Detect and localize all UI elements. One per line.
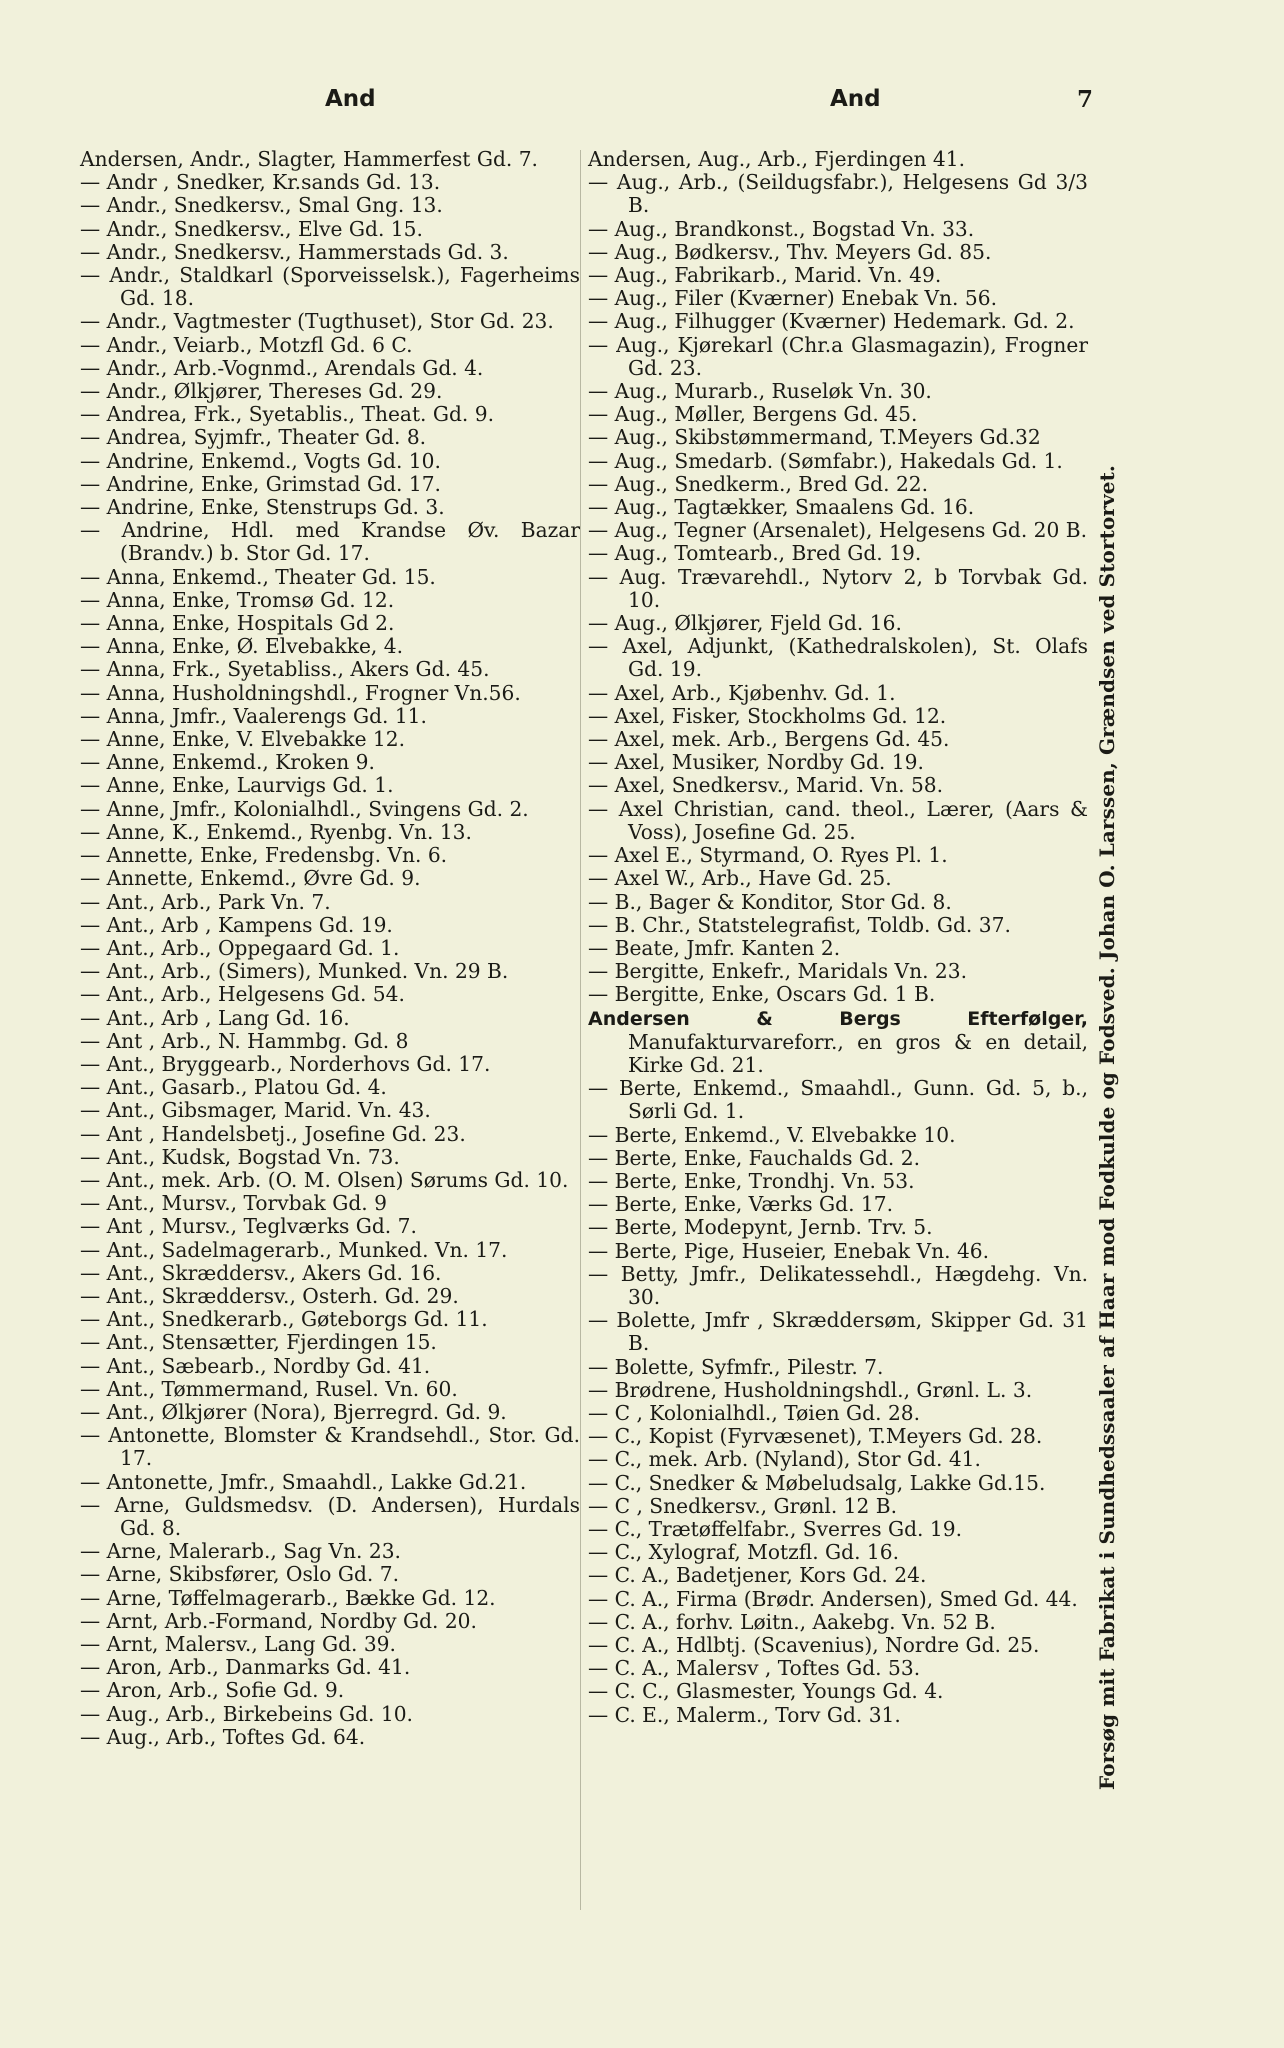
directory-entry: — Berte, Pige, Huseier, Enebak Vn. 46.	[588, 1238, 990, 1263]
directory-entry: — Ant., Tømmermand, Rusel. Vn. 60.	[80, 1376, 458, 1401]
directory-entry: — Aug., Ølkjører, Fjeld Gd. 16.	[588, 611, 902, 636]
directory-entry: — Ant., Bryggearb., Norderhovs Gd. 17.	[80, 1051, 491, 1076]
directory-entry: — Axel, mek. Arb., Bergens Gd. 45.	[588, 727, 950, 752]
directory-entry: — Andr., Snedkersv., Smal Gng. 13.	[80, 193, 443, 218]
directory-entry: Andersen, Aug., Arb., Fjerdingen 41.	[588, 147, 966, 171]
directory-entry: — Arne, Guldsmedsv. (D. Andersen), Hurdals Gd. 8.	[80, 1492, 580, 1540]
directory-entry: — Bolette, Jmfr , Skræddersøm, Skipper Gd. 31 B.	[588, 1308, 1088, 1356]
directory-entry: — Axel, Musiker, Nordby Gd. 19.	[588, 750, 924, 775]
directory-entry: — Andr , Snedker, Kr.sands Gd. 13.	[80, 170, 441, 195]
directory-entry: — Ant., Arb , Kampens Gd. 19.	[80, 912, 393, 937]
directory-entry: — Andrea, Syjmfr., Theater Gd. 8.	[80, 425, 427, 450]
directory-entry: — Anne, Jmfr., Kolonialhdl., Svingens Gd. 2.	[80, 796, 529, 821]
directory-entry: — Arne, Tøffelmagerarb., Bække Gd. 12.	[80, 1585, 496, 1610]
directory-entry: — Aug. Trævarehdl., Nytorv 2, b Torvbak Gd. 10.	[588, 564, 1088, 612]
directory-entry: — C , Kolonialhdl., Tøien Gd. 28.	[588, 1400, 921, 1425]
directory-entry: — Aug., Smedarb. (Sømfabr.), Hakedals Gd. 1.	[588, 448, 1063, 473]
directory-entry: — C., mek. Arb. (Nyland), Stor Gd. 41.	[588, 1447, 981, 1472]
directory-entry: — C. A., forhv. Løitn., Aakebg. Vn. 52 B.	[588, 1609, 996, 1634]
directory-entry: — Ant., Snedkerarb., Gøteborgs Gd. 11.	[80, 1307, 488, 1332]
directory-entry: — Andr., Ølkjører, Thereses Gd. 29.	[80, 379, 443, 404]
directory-entry: — Ant., Skræddersv., Akers Gd. 16.	[80, 1260, 442, 1285]
directory-entry: — Ant., Arb., (Simers), Munked. Vn. 29 B.	[80, 959, 509, 984]
directory-entry: — Anna, Jmfr., Vaalerengs Gd. 11.	[80, 703, 427, 728]
directory-entry: — Aug., Brandkonst., Bogstad Vn. 33.	[588, 216, 975, 241]
directory-entry: — Aug., Tagtækker, Smaalens Gd. 16.	[588, 495, 975, 520]
directory-entry: — C. A., Firma (Brødr. Andersen), Smed Gd. 44.	[588, 1586, 1078, 1611]
directory-entry: — Ant., Mursv., Torvbak Gd. 9	[80, 1191, 387, 1216]
directory-entry: — Andr., Snedkersv., Elve Gd. 15.	[80, 216, 423, 241]
directory-entry: — C , Snedkersv., Grønl. 12 B.	[588, 1493, 898, 1518]
side-advertisement: Forsøg mit Fabrikat i Sundhedssaaler af Haar mod Fodkulde og Fodsved. Johan O. Larssen, Grændsen ved Stortorvet.	[1095, 465, 1119, 1790]
directory-entry: — Ant., Arb , Lang Gd. 16.	[80, 1005, 350, 1030]
directory-entry: — C., Kopist (Fyrvæsenet), T.Meyers Gd. 28.	[588, 1424, 1043, 1449]
directory-entry: — Antonette, Jmfr., Smaahdl., Lakke Gd.21.	[80, 1469, 527, 1494]
directory-entry: — Ant., Arb., Helgesens Gd. 54.	[80, 982, 405, 1007]
directory-entry: — Anna, Enke, Hospitals Gd 2.	[80, 611, 395, 636]
directory-entry: — B. Chr., Statstelegrafist, Toldb. Gd. 37.	[588, 912, 1011, 937]
directory-entry: — Ant., Skræddersv., Osterh. Gd. 29.	[80, 1283, 459, 1308]
directory-entry: — Aug., Snedkerm., Bred Gd. 22.	[588, 471, 929, 496]
directory-entry: — Berte, Enkemd., Smaahdl., Gunn. Gd. 5, b., Sørli Gd. 1.	[588, 1076, 1088, 1124]
directory-entry: — Aug., Møller, Bergens Gd. 45.	[588, 402, 918, 427]
directory-entry: — Berte, Enkemd., V. Elvebakke 10.	[588, 1122, 956, 1147]
directory-entry: — Aug., Fabrikarb., Marid. Vn. 49.	[588, 263, 942, 288]
directory-entry: — Anna, Enke, Tromsø Gd. 12.	[80, 587, 395, 612]
directory-entry: — Andrea, Frk., Syetablis., Theat. Gd. 9.	[80, 402, 495, 427]
directory-entry: — Anne, Enkemd., Kroken 9.	[80, 750, 375, 775]
directory-entry: — Betty, Jmfr., Delikatessehdl., Hægdehg. Vn. 30.	[588, 1261, 1088, 1309]
directory-entry: — Berte, Modepynt, Jernb. Trv. 5.	[588, 1215, 933, 1240]
directory-entry: — Ant., Gasarb., Platou Gd. 4.	[80, 1075, 387, 1100]
directory-entry: — Aug., Tegner (Arsenalet), Helgesens Gd. 20 B.	[588, 518, 1088, 543]
directory-entry: — Ant., Arb., Park Vn. 7.	[80, 889, 331, 914]
directory-entry	[588, 1007, 1088, 1078]
directory-entry: — Axel W., Arb., Have Gd. 25.	[588, 866, 892, 891]
directory-entry: — Anne, Enke, V. Elvebakke 12.	[80, 727, 406, 752]
left-column	[80, 148, 580, 1749]
directory-entry: Andersen, Andr., Slagter, Hammerfest Gd. 7.	[80, 147, 538, 171]
directory-entry: — Andrine, Hdl. med Krandse Øv. Bazar (Brandv.) b. Stor Gd. 17.	[80, 518, 580, 566]
directory-entry: — Arne, Skibsfører, Oslo Gd. 7.	[80, 1562, 399, 1587]
directory-entry: — Ant , Mursv., Teglværks Gd. 7.	[80, 1214, 417, 1239]
firm-name: Andersen & Bergs Efterfølger,	[588, 1007, 1088, 1030]
directory-entry: — Arnt, Malersv., Lang Gd. 39.	[80, 1632, 396, 1656]
directory-entry: — Aug., Tomtearb., Bred Gd. 19.	[588, 541, 922, 566]
directory-entry: — Aug., Filhugger (Kværner) Hedemark. Gd. 2.	[588, 309, 1075, 334]
directory-entry: — Berte, Enke, Trondhj. Vn. 53.	[588, 1168, 915, 1193]
directory-entry: — Axel Christian, cand. theol., Lærer, (Aars & Voss), Josefine Gd. 25.	[588, 796, 1088, 844]
directory-entry: — Ant., mek. Arb. (O. M. Olsen) Sørums Gd. 10.	[80, 1167, 569, 1192]
directory-entry: — Andrine, Enke, Stenstrups Gd. 3.	[80, 495, 445, 520]
directory-entry: — Bergitte, Enkefr., Maridals Vn. 23.	[588, 959, 968, 984]
directory-entry: — Ant., Stensætter, Fjerdingen 15.	[80, 1330, 437, 1355]
directory-entry: — Axel, Arb., Kjøbenhv. Gd. 1.	[588, 680, 896, 705]
directory-entry: — Andr., Arb.-Vognmd., Arendals Gd. 4.	[80, 355, 484, 380]
directory-entry: — Ant., Arb., Oppegaard Gd. 1.	[80, 935, 400, 960]
running-head-right: And	[830, 86, 881, 112]
column-divider	[580, 150, 581, 1910]
directory-entry: — Ant., Ølkjører (Nora), Bjerregrd. Gd. 9.	[80, 1399, 507, 1424]
directory-entry: — C. A., Malersv , Toftes Gd. 53.	[588, 1656, 921, 1681]
right-column	[588, 148, 1088, 1727]
directory-entry: — Axel, Adjunkt, (Kathedralskolen), St. Olafs Gd. 19.	[588, 634, 1088, 682]
directory-entry: — Anna, Frk., Syetabliss., Akers Gd. 45.	[80, 657, 490, 682]
directory-entry: — Andr., Veiarb., Motzfl Gd. 6 C.	[80, 332, 413, 357]
directory-entry: — Brødrene, Husholdningshdl., Grønl. L. 3.	[588, 1377, 1033, 1402]
directory-entry: — Aron, Arb., Danmarks Gd. 41.	[80, 1655, 411, 1680]
directory-entry: — Andr., Snedkersv., Hammerstads Gd. 3.	[80, 239, 509, 264]
directory-entry: — Axel, Fisker, Stockholms Gd. 12.	[588, 703, 947, 728]
directory-entry: — Andr., Vagtmester (Tugthuset), Stor Gd. 23.	[80, 309, 554, 334]
directory-entry: — C. A., Badetjener, Kors Gd. 24.	[588, 1563, 927, 1588]
directory-entry: — Aug., Bødkersv., Thv. Meyers Gd. 85.	[588, 239, 992, 264]
directory-entry: — C., Xylograf, Motzfl. Gd. 16.	[588, 1540, 900, 1565]
directory-entry: — Ant., Kudsk, Bogstad Vn. 73.	[80, 1144, 400, 1169]
directory-entry: — Axel E., Styrmand, O. Ryes Pl. 1.	[588, 843, 948, 868]
firm-details: Manufakturvareforr., en gros & en detail, Kirke Gd. 21.	[628, 1029, 1088, 1077]
directory-entry: — Aug., Skibstømmermand, T.Meyers Gd.32	[588, 425, 1041, 450]
directory-entry: — Aug., Filer (Kværner) Enebak Vn. 56.	[588, 286, 997, 311]
directory-entry: — Aug., Murarb., Ruseløk Vn. 30.	[588, 379, 932, 404]
directory-entry: — C. C., Glasmester, Youngs Gd. 4.	[588, 1679, 944, 1704]
directory-entry: — Andr., Staldkarl (Sporveisselsk.), Fagerheims Gd. 18.	[80, 263, 580, 311]
directory-entry: — Arnt, Arb.-Formand, Nordby Gd. 20.	[80, 1608, 477, 1633]
directory-entry: — C., Trætøffelfabr., Sverres Gd. 19.	[588, 1516, 962, 1541]
directory-entry: — Aron, Arb., Sofie Gd. 9.	[80, 1678, 345, 1703]
directory-entry: — Aug., Arb., Birkebeins Gd. 10.	[80, 1701, 413, 1726]
directory-entry: — Arne, Malerarb., Sag Vn. 23.	[80, 1539, 401, 1564]
directory-entry: — Beate, Jmfr. Kanten 2.	[588, 935, 841, 960]
directory-entry: — Berte, Enke, Fauchalds Gd. 2.	[588, 1145, 920, 1170]
directory-entry: — Ant., Gibsmager, Marid. Vn. 43.	[80, 1098, 431, 1123]
directory-entry: — Anne, K., Enkemd., Ryenbg. Vn. 13.	[80, 819, 472, 844]
directory-entry: — Bergitte, Enke, Oscars Gd. 1 B.	[588, 982, 936, 1007]
directory-entry: — C. A., Hdlbtj. (Scavenius), Nordre Gd. 25.	[588, 1633, 1040, 1657]
directory-entry: — Anne, Enke, Laurvigs Gd. 1.	[80, 773, 394, 798]
directory-entry: — Ant., Sadelmagerarb., Munked. Vn. 17.	[80, 1237, 508, 1262]
directory-entry: — Aug., Arb., (Seildugsfabr.), Helgesens Gd 3/3 B.	[588, 170, 1088, 218]
directory-entry: — C., Snedker & Møbeludsalg, Lakke Gd.15.	[588, 1470, 1046, 1495]
directory-entry: — Ant , Handelsbetj., Josefine Gd. 23.	[80, 1121, 466, 1146]
directory-entry: — Andrine, Enkemd., Vogts Gd. 10.	[80, 448, 441, 473]
directory-entry: — Ant., Sæbearb., Nordby Gd. 41.	[80, 1353, 431, 1378]
directory-entry: — Andrine, Enke, Grimstad Gd. 17.	[80, 471, 441, 496]
directory-entry: — Annette, Enkemd., Øvre Gd. 9.	[80, 866, 421, 891]
directory-entry: — Anna, Husholdningshdl., Frogner Vn.56.	[80, 680, 521, 705]
directory-entry: — Ant , Arb., N. Hammbg. Gd. 8	[80, 1028, 409, 1053]
directory-entry: — B., Bager & Konditor, Stor Gd. 8.	[588, 889, 952, 914]
directory-entry: — Axel, Snedkersv., Marid. Vn. 58.	[588, 773, 944, 798]
directory-entry: — Antonette, Blomster & Krandsehdl., Stor. Gd. 17.	[80, 1423, 580, 1471]
directory-entry: — Annette, Enke, Fredensbg. Vn. 6.	[80, 843, 448, 868]
directory-entry: — Aug., Kjørekarl (Chr.a Glasmagazin), Frogner Gd. 23.	[588, 332, 1088, 380]
directory-entry: — Berte, Enke, Værks Gd. 17.	[588, 1192, 894, 1217]
running-head-left: And	[325, 86, 376, 112]
directory-entry: — Bolette, Syfmfr., Pilestr. 7.	[588, 1354, 884, 1379]
page-number: 7	[1077, 86, 1094, 113]
directory-entry: — Aug., Arb., Toftes Gd. 64.	[80, 1724, 366, 1749]
directory-entry: — Anna, Enke, Ø. Elvebakke, 4.	[80, 634, 404, 659]
directory-entry: — Anna, Enkemd., Theater Gd. 15.	[80, 564, 436, 589]
directory-entry: — C. E., Malerm., Torv Gd. 31.	[588, 1702, 901, 1727]
